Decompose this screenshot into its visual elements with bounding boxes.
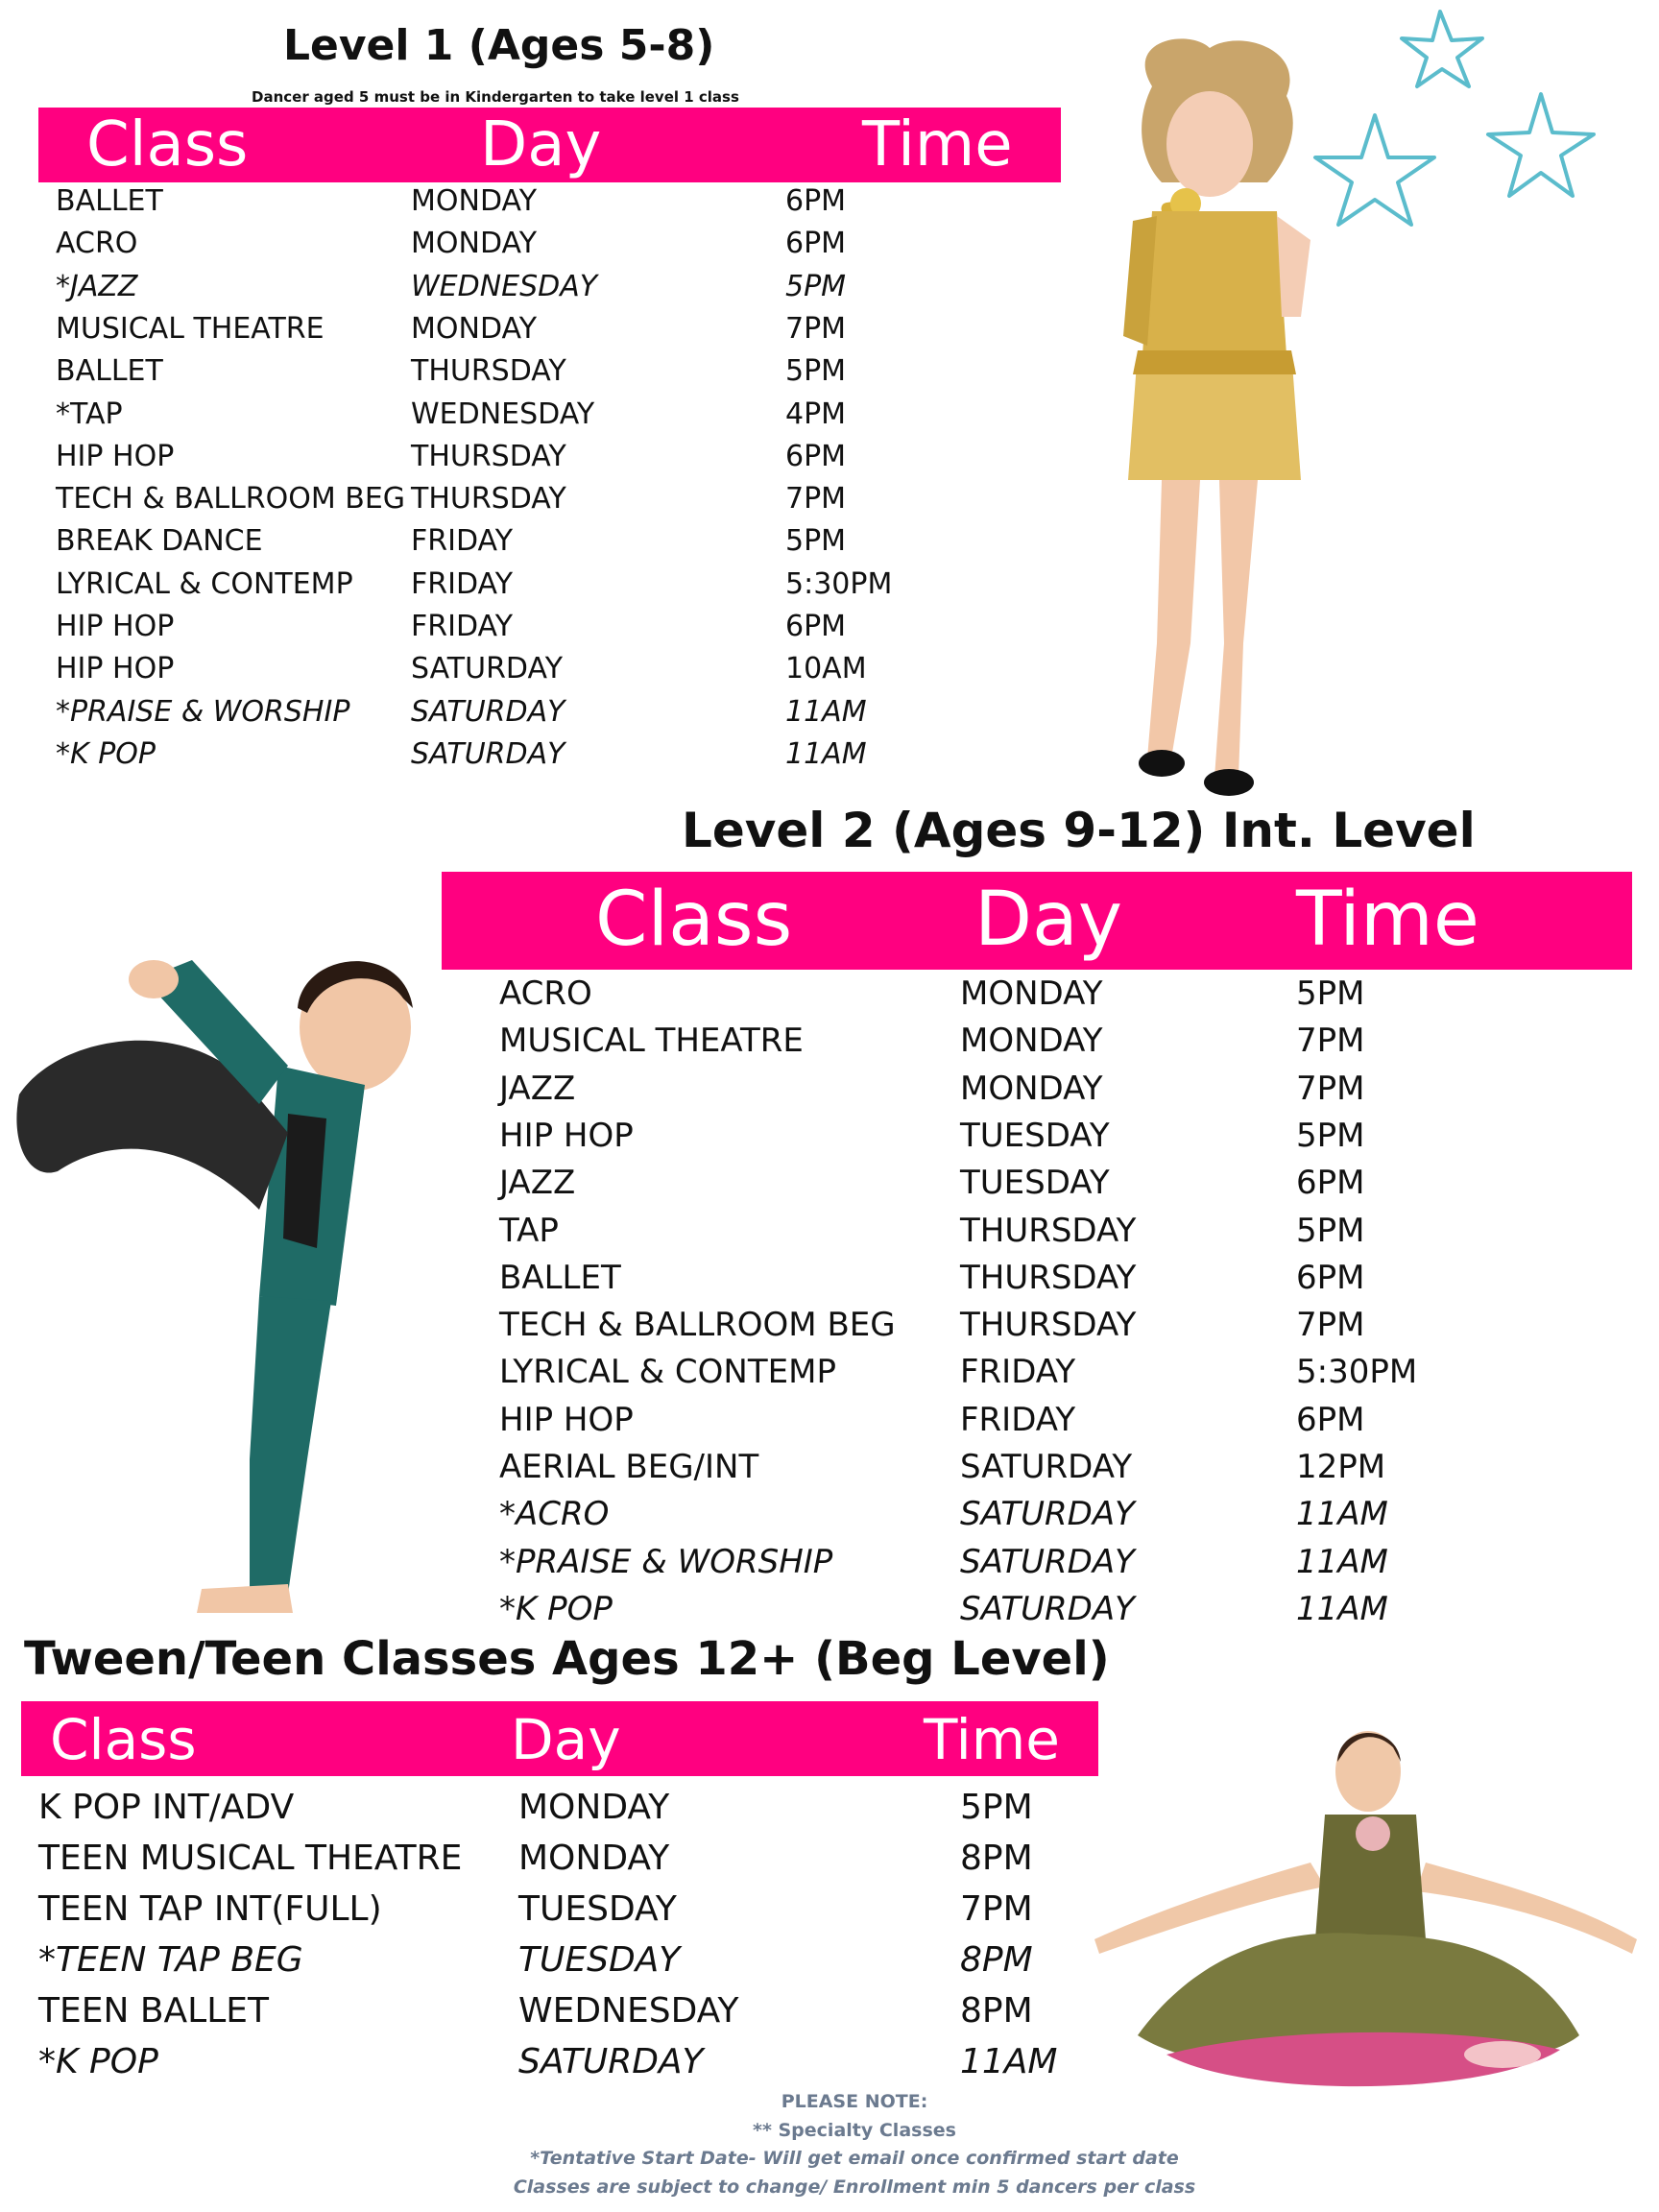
- time-cell: 6PM: [785, 227, 847, 261]
- time-cell: 5PM: [785, 269, 847, 303]
- class-cell: K POP INT/ADV: [38, 1788, 295, 1827]
- class-cell: BREAK DANCE: [56, 524, 263, 559]
- time-cell: 10AM: [785, 652, 867, 686]
- time-cell: 6PM: [1296, 1258, 1365, 1297]
- day-cell: TUESDAY: [518, 1889, 677, 1929]
- tween-title: Tween/Teen Classes Ages 12+ (Beg Level): [24, 1632, 1110, 1686]
- table-row: [56, 227, 1016, 269]
- class-cell: TEEN BALLET: [38, 1991, 270, 2031]
- dancer-photo-teal-costume: [0, 922, 451, 1632]
- class-cell: HIP HOP: [56, 652, 175, 686]
- dancer-photo-gold-costume: [1046, 29, 1373, 797]
- day-cell: SATURDAY: [960, 1448, 1133, 1486]
- day-cell: SATURDAY: [960, 1495, 1135, 1534]
- class-cell: AERIAL BEG/INT: [499, 1448, 759, 1486]
- tween-header-time: Time: [924, 1707, 1060, 1772]
- table-row: [499, 1070, 1459, 1117]
- time-cell: 5PM: [1296, 1116, 1365, 1155]
- table-row: [499, 974, 1459, 1022]
- day-cell: SATURDAY: [518, 2042, 704, 2081]
- day-cell: WEDNESDAY: [518, 1991, 739, 2031]
- tween-header-class: Class: [50, 1707, 197, 1772]
- level2-header-time: Time: [1296, 877, 1479, 963]
- day-cell: SATURDAY: [411, 694, 565, 729]
- day-cell: MONDAY: [960, 1022, 1103, 1061]
- time-cell: 8PM: [960, 1991, 1033, 2031]
- table-row: [56, 482, 1016, 524]
- time-cell: 5PM: [1296, 1211, 1365, 1250]
- time-cell: 6PM: [785, 439, 847, 473]
- star-icon: [1402, 12, 1482, 86]
- table-row: [499, 1164, 1459, 1211]
- level2-header-day: Day: [974, 877, 1123, 963]
- class-cell: TECH & BALLROOM BEG: [499, 1306, 896, 1345]
- day-cell: THURSDAY: [411, 354, 566, 389]
- day-cell: THURSDAY: [960, 1211, 1137, 1250]
- class-cell: ACRO: [499, 974, 592, 1013]
- class-cell: LYRICAL & CONTEMP: [56, 566, 353, 601]
- day-cell: MONDAY: [411, 227, 538, 261]
- day-cell: SATURDAY: [411, 652, 564, 686]
- day-cell: THURSDAY: [411, 439, 566, 473]
- class-cell: JAZZ: [499, 1069, 576, 1108]
- footer-specialty: ** Specialty Classes: [753, 2120, 956, 2141]
- time-cell: 6PM: [785, 184, 847, 218]
- table-row: [499, 1212, 1459, 1259]
- footer-subject-to-change: Classes are subject to change/ Enrollment min 5 dancers per class: [513, 2176, 1196, 2198]
- day-cell: MONDAY: [411, 184, 538, 218]
- class-cell: ACRO: [56, 227, 138, 261]
- day-cell: TUESDAY: [960, 1116, 1110, 1155]
- time-cell: 5PM: [960, 1788, 1033, 1827]
- class-cell: *PRAISE & WORSHIP: [56, 694, 350, 729]
- time-cell: 7PM: [1296, 1306, 1365, 1345]
- class-cell: LYRICAL & CONTEMP: [499, 1353, 836, 1392]
- table-row: [56, 610, 1016, 652]
- class-cell: MUSICAL THEATRE: [499, 1022, 804, 1061]
- day-cell: THURSDAY: [411, 482, 566, 517]
- table-row: [499, 1259, 1459, 1306]
- class-cell: HIP HOP: [499, 1116, 634, 1155]
- day-cell: MONDAY: [960, 974, 1103, 1013]
- star-icon: [1488, 94, 1594, 196]
- table-row: [38, 1788, 1094, 1839]
- table-row: [38, 2042, 1094, 2093]
- class-cell: *K POP: [499, 1589, 613, 1628]
- time-cell: 7PM: [785, 311, 847, 346]
- time-cell: 7PM: [785, 482, 847, 517]
- level1-title: Level 1 (Ages 5-8): [283, 21, 715, 70]
- time-cell: 7PM: [1296, 1022, 1365, 1061]
- footer-notes: [422, 2091, 1286, 2206]
- day-cell: WEDNESDAY: [411, 397, 595, 431]
- day-cell: FRIDAY: [960, 1353, 1076, 1392]
- day-cell: WEDNESDAY: [411, 269, 598, 303]
- level1-schedule: [56, 184, 1016, 780]
- table-row: [499, 1117, 1459, 1164]
- time-cell: 5PM: [785, 524, 847, 559]
- table-row: [56, 312, 1016, 354]
- day-cell: SATURDAY: [960, 1589, 1135, 1628]
- table-row: [56, 567, 1016, 610]
- time-cell: 8PM: [960, 1940, 1033, 1980]
- day-cell: THURSDAY: [960, 1306, 1137, 1345]
- day-cell: MONDAY: [518, 1839, 670, 1878]
- time-cell: 5:30PM: [1296, 1353, 1418, 1392]
- table-row: [499, 1495, 1459, 1542]
- class-cell: HIP HOP: [56, 439, 175, 473]
- table-row: [499, 1590, 1459, 1637]
- time-cell: 5PM: [1296, 974, 1365, 1013]
- class-cell: *PRAISE & WORSHIP: [499, 1542, 833, 1581]
- level1-header-time: Time: [862, 109, 1013, 180]
- class-cell: HIP HOP: [499, 1400, 634, 1439]
- time-cell: 11AM: [785, 694, 867, 729]
- day-cell: FRIDAY: [411, 524, 514, 559]
- table-row: [499, 1543, 1459, 1590]
- time-cell: 12PM: [1296, 1448, 1386, 1486]
- class-cell: HIP HOP: [56, 610, 175, 643]
- time-cell: 5PM: [785, 354, 847, 389]
- time-cell: 11AM: [1296, 1495, 1388, 1534]
- level1-header-bar: [38, 108, 1061, 182]
- table-row: [499, 1448, 1459, 1495]
- class-cell: *TEEN TAP BEG: [38, 1940, 303, 1980]
- time-cell: 6PM: [785, 610, 847, 643]
- table-row: [499, 1022, 1459, 1069]
- day-cell: SATURDAY: [960, 1542, 1135, 1581]
- tween-header-day: Day: [511, 1707, 621, 1772]
- table-row: [56, 440, 1016, 482]
- time-cell: 8PM: [960, 1839, 1033, 1878]
- day-cell: FRIDAY: [411, 610, 514, 643]
- class-cell: *ACRO: [499, 1495, 610, 1534]
- tween-header-bar: [21, 1701, 1098, 1776]
- day-cell: SATURDAY: [411, 736, 565, 771]
- time-cell: 7PM: [960, 1889, 1033, 1929]
- day-cell: TUESDAY: [960, 1164, 1110, 1203]
- table-row: [38, 1991, 1094, 2042]
- level2-header-bar: [442, 872, 1632, 970]
- level1-header-day: Day: [480, 109, 602, 180]
- table-row: [56, 184, 1016, 227]
- day-cell: MONDAY: [518, 1788, 670, 1827]
- time-cell: 11AM: [785, 736, 867, 771]
- level2-schedule: [499, 974, 1459, 1647]
- time-cell: 11AM: [1296, 1589, 1388, 1628]
- table-row: [499, 1306, 1459, 1353]
- class-cell: BALLET: [56, 354, 163, 389]
- table-row: [56, 737, 1016, 780]
- table-row: [56, 695, 1016, 737]
- class-cell: TECH & BALLROOM BEG: [56, 482, 406, 517]
- class-cell: TAP: [499, 1211, 559, 1250]
- class-cell: TEEN MUSICAL THEATRE: [38, 1839, 463, 1878]
- day-cell: FRIDAY: [960, 1400, 1076, 1439]
- day-cell: MONDAY: [960, 1069, 1103, 1108]
- table-row: [56, 270, 1016, 312]
- class-cell: *TAP: [56, 397, 123, 431]
- day-cell: MONDAY: [411, 311, 538, 346]
- footer-please-note: PLEASE NOTE:: [781, 2091, 928, 2112]
- time-cell: 4PM: [785, 397, 847, 431]
- class-cell: JAZZ: [499, 1164, 576, 1203]
- class-cell: *K POP: [38, 2042, 158, 2081]
- level1-note: Dancer aged 5 must be in Kindergarten to take level 1 class: [252, 88, 739, 106]
- table-row: [499, 1353, 1459, 1400]
- level1-header-class: Class: [86, 109, 249, 180]
- table-row: [56, 354, 1016, 397]
- table-row: [38, 1839, 1094, 1889]
- class-cell: *K POP: [56, 736, 156, 771]
- class-cell: TEEN TAP INT(FULL): [38, 1889, 382, 1929]
- table-row: [38, 1940, 1094, 1991]
- level2-title: Level 2 (Ages 9-12) Int. Level: [682, 803, 1476, 858]
- table-row: [56, 397, 1016, 440]
- class-cell: BALLET: [499, 1258, 621, 1297]
- level2-header-class: Class: [595, 877, 793, 963]
- day-cell: FRIDAY: [411, 566, 514, 601]
- time-cell: 7PM: [1296, 1069, 1365, 1108]
- time-cell: 5:30PM: [785, 566, 893, 601]
- class-cell: *JAZZ: [56, 269, 138, 303]
- footer-tentative: *Tentative Start Date- Will get email once confirmed start date: [530, 2148, 1179, 2169]
- table-row: [56, 652, 1016, 694]
- tween-schedule: [38, 1788, 1094, 2104]
- time-cell: 11AM: [1296, 1542, 1388, 1581]
- time-cell: 6PM: [1296, 1400, 1365, 1439]
- dancer-photo-ballet-costume: [1080, 1719, 1647, 2103]
- time-cell: 11AM: [960, 2042, 1058, 2081]
- class-cell: BALLET: [56, 184, 163, 218]
- table-row: [499, 1401, 1459, 1448]
- table-row: [56, 524, 1016, 566]
- table-row: [38, 1889, 1094, 1940]
- time-cell: 6PM: [1296, 1164, 1365, 1203]
- class-cell: MUSICAL THEATRE: [56, 311, 325, 346]
- day-cell: THURSDAY: [960, 1258, 1137, 1297]
- day-cell: TUESDAY: [518, 1940, 681, 1980]
